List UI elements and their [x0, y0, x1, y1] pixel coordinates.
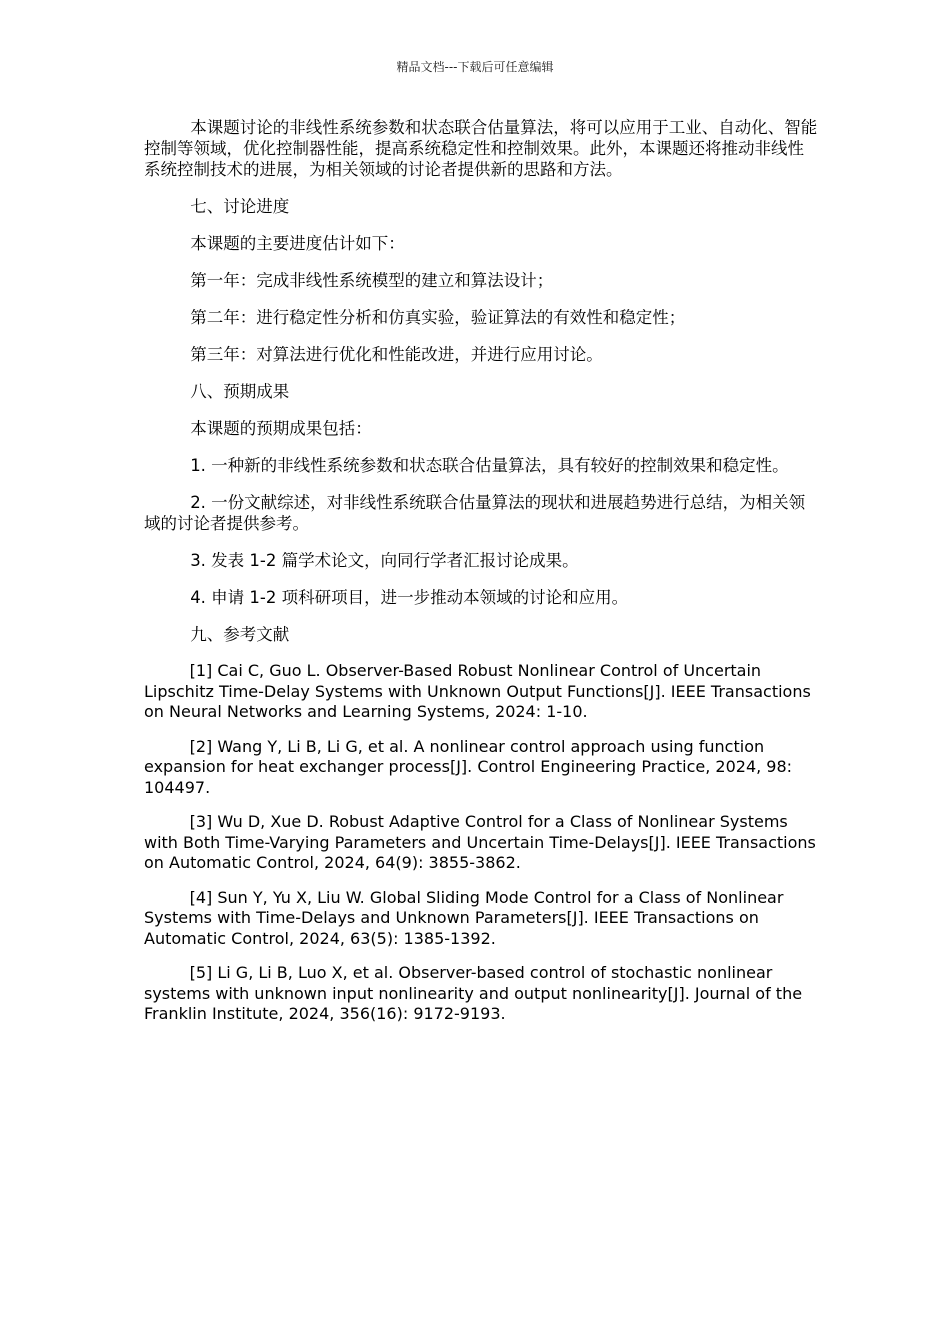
result-item-2: 2. 一份文献综述，对非线性系统联合估量算法的现状和进展趋势进行总结，为相关领域的讨论者提供参考。 [144, 493, 806, 533]
reference-item-4: [4] Sun Y, Yu X, Liu W. Global Sliding Mode Control for a Class of Nonlinear Systems with Time-Delays and Unknown Parameters[J]. IEEE Transactions on Automatic Control, 2024, 63(5): 1385-1392. [144, 887, 784, 948]
section-heading-progress: 七、讨论进度 [190, 197, 290, 216]
reference-item-5: [5] Li G, Li B, Luo X, et al. Observer-based control of stochastic nonlinear systems with unknown input nonlinearity and output nonlinearity[J]. Journal of the Franklin Institute, 2024, 356(16): 9172-9193. [144, 963, 803, 1023]
progress-year-1: 第一年：完成非线性系统模型的建立和算法设计； [190, 271, 554, 290]
result-item-4: 4. 申请 1-2 项科研项目，进一步推动本领域的讨论和应用。 [190, 588, 629, 607]
reference-list [144, 661, 820, 1025]
reference-item-2: [2] Wang Y, Li B, Li G, et al. A nonlinear control approach using function expansion for heat exchanger process[J]. Control Engineering Practice, 2024, 98: 104497. [144, 736, 793, 797]
section-heading-references: 九、参考文献 [190, 625, 290, 644]
reference-item-3: [3] Wu D, Xue D. Robust Adaptive Control for a Class of Nonlinear Systems with Both Time-Varying Parameters and Uncertain Time-Delays[J]. IEEE Transactions on Automatic Control, 2024, 64(9): 3855-3862. [144, 812, 816, 872]
progress-year-2: 第二年：进行稳定性分析和仿真实验，验证算法的有效性和稳定性； [190, 308, 686, 327]
paragraph-results-intro: 本课题的预期成果包括： [190, 419, 372, 438]
paragraph-progress-intro: 本课题的主要进度估计如下： [190, 234, 405, 253]
paragraph-application: 本课题讨论的非线性系统参数和状态联合估量算法，将可以应用于工业、自动化、智能控制等领域，优化控制器性能，提高系统稳定性和控制效果。此外，本课题还将推动非线性系统控制技术的进展，为相关领域的讨论者提供新的思路和方法。 [144, 118, 818, 179]
document-body [144, 117, 820, 1039]
progress-year-3: 第三年：对算法进行优化和性能改进，并进行应用讨论。 [190, 345, 603, 364]
result-item-3: 3. 发表 1-2 篇学术论文，向同行学者汇报讨论成果。 [190, 551, 579, 570]
reference-item-1: [1] Cai C, Guo L. Observer-Based Robust Nonlinear Control of Uncertain Lipschitz Time-Delay Systems with Unknown Output Functions[J]. IEEE Transactions on Neural Networks and Learning Systems, 2024: 1-10. [144, 661, 811, 721]
section-heading-results: 八、预期成果 [190, 382, 290, 401]
result-item-1: 1. 一种新的非线性系统参数和状态联合估量算法，具有较好的控制效果和稳定性。 [190, 456, 789, 475]
page-header: 精品文档---下载后可任意编辑 [396, 60, 554, 74]
